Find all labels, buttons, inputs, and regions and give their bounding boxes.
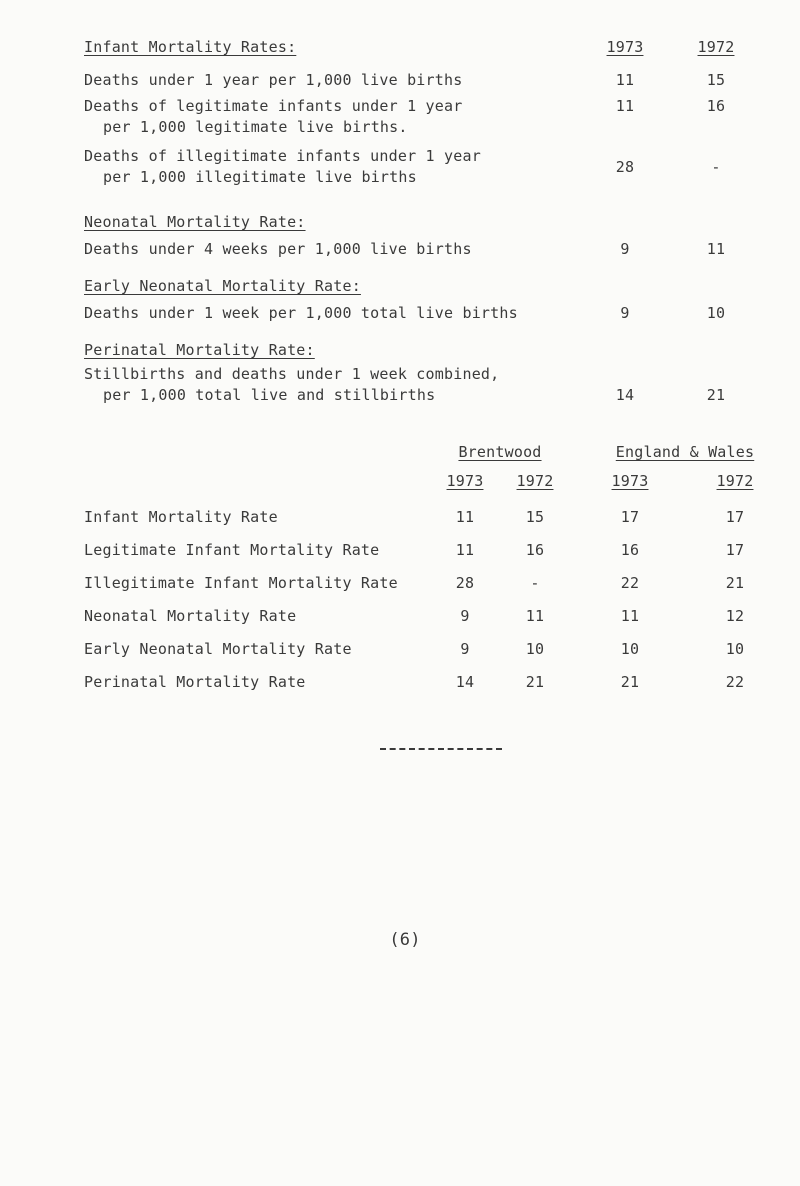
table-cell: 11 (620, 607, 640, 625)
brentwood-1973-header: 1973 (446, 472, 484, 490)
table-cell: - (530, 574, 540, 592)
perinatal-line: Stillbirths and deaths under 1 week combined, (84, 365, 500, 383)
early-neonatal-1973: 9 (620, 304, 630, 322)
england-1972-header: 1972 (716, 472, 754, 490)
table-cell: 15 (525, 508, 545, 526)
table-cell: 14 (455, 673, 475, 691)
table-cell: 22 (620, 574, 640, 592)
table-cell: 10 (725, 640, 745, 658)
table-cell: 17 (725, 541, 745, 559)
rate-row-label: Deaths of illegitimate infants under 1 year (84, 147, 481, 165)
table-cell: 17 (620, 508, 640, 526)
table-cell: 21 (620, 673, 640, 691)
rate-value-1973: 28 (615, 158, 635, 176)
table-cell: 11 (525, 607, 545, 625)
table-row-label: Illegitimate Infant Mortality Rate (84, 574, 398, 592)
rate-value-1973: 11 (615, 71, 635, 89)
early-neonatal-1972: 10 (706, 304, 726, 322)
rate-value-1972: - (711, 158, 721, 176)
table-cell: 28 (455, 574, 475, 592)
year-1972-header: 1972 (697, 38, 735, 56)
table-cell: 21 (525, 673, 545, 691)
year-1973-header: 1973 (606, 38, 644, 56)
table-cell: 21 (725, 574, 745, 592)
section-divider (380, 748, 502, 750)
table-cell: 16 (525, 541, 545, 559)
rate-value-1973: 11 (615, 97, 635, 115)
early-neonatal-line: Deaths under 1 week per 1,000 total live births (84, 304, 518, 322)
table-cell: 22 (725, 673, 745, 691)
rate-value-1972: 16 (706, 97, 726, 115)
perinatal-heading: Perinatal Mortality Rate: (84, 341, 315, 359)
england-1973-header: 1973 (611, 472, 649, 490)
england-wales-group-header: England & Wales (615, 443, 755, 461)
perinatal-line-cont: per 1,000 total live and stillbirths (103, 386, 436, 404)
rate-row-label: Deaths under 1 year per 1,000 live births (84, 71, 463, 89)
table-cell: 16 (620, 541, 640, 559)
table-cell: 9 (460, 607, 470, 625)
table-cell: 11 (455, 508, 475, 526)
early-neonatal-heading: Early Neonatal Mortality Rate: (84, 277, 361, 295)
perinatal-1973: 14 (615, 386, 635, 404)
neonatal-heading: Neonatal Mortality Rate: (84, 213, 306, 231)
table-row-label: Legitimate Infant Mortality Rate (84, 541, 380, 559)
table-row-label: Infant Mortality Rate (84, 508, 278, 526)
neonatal-line: Deaths under 4 weeks per 1,000 live births (84, 240, 472, 258)
neonatal-1973: 9 (620, 240, 630, 258)
neonatal-1972: 11 (706, 240, 726, 258)
perinatal-1972: 21 (706, 386, 726, 404)
page-number: (6) (389, 930, 421, 950)
table-cell: 11 (455, 541, 475, 559)
brentwood-group-header: Brentwood (458, 443, 542, 461)
table-row-label: Perinatal Mortality Rate (84, 673, 306, 691)
table-cell: 17 (725, 508, 745, 526)
table-cell: 9 (460, 640, 470, 658)
infant-mortality-heading: Infant Mortality Rates: (84, 38, 297, 56)
table-cell: 12 (725, 607, 745, 625)
table-cell: 10 (525, 640, 545, 658)
rate-row-label-cont: per 1,000 illegitimate live births (103, 168, 417, 186)
rate-value-1972: 15 (706, 71, 726, 89)
rate-row-label-cont: per 1,000 legitimate live births. (103, 118, 408, 136)
table-row-label: Early Neonatal Mortality Rate (84, 640, 352, 658)
brentwood-1972-header: 1972 (516, 472, 554, 490)
table-cell: 10 (620, 640, 640, 658)
table-row-label: Neonatal Mortality Rate (84, 607, 297, 625)
rate-row-label: Deaths of legitimate infants under 1 year (84, 97, 463, 115)
